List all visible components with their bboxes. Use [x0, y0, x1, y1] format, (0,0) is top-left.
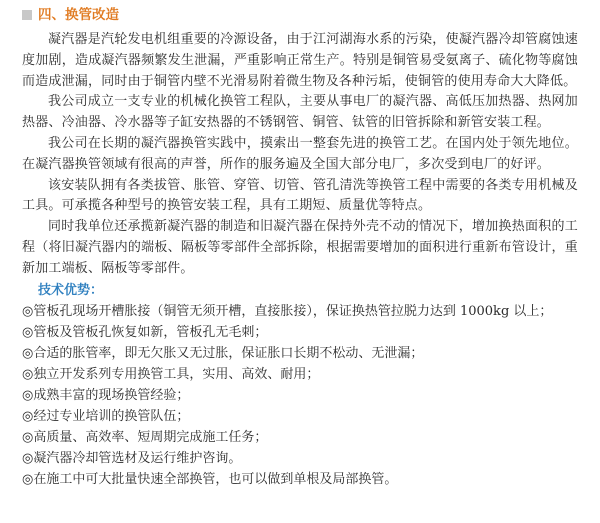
- advantage-item: ◎凝汽器冷却管选材及运行维护咨询。: [22, 450, 242, 466]
- paragraph-experience: 我公司在长期的凝汽器换管实践中，摸索出一整套先进的换管工艺。在国内处于领先地位。在凝汽器换管领域有很高的声誉，所作的服务遍及全国大部分电厂，多次受到电厂的好评。: [22, 135, 578, 172]
- advantage-item: ◎合适的胀管率，即无欠胀又无过胀，保证胀口长期不松动、无泄漏；: [22, 345, 424, 361]
- advantages-title: 技术优势：: [38, 282, 104, 298]
- advantage-item: ◎高质量、高效率、短周期完成施工任务；: [22, 429, 268, 445]
- paragraph-intro: 凝汽器是汽轮发电机组重要的冷源设备，由于江河湖海水系的污染，使凝汽器冷却管腐蚀速度加剧，造成凝汽器频繁发生泄漏，严重影响正常生产。特别是铜管易受氨离子、硫化物等腐蚀而造成泄漏，同时由于铜管内壁不光滑易附着微生物及各种污垢，使铜管的使用寿命大大降低。: [22, 32, 578, 89]
- advantage-item: ◎在施工中可大批量快速全部换管，也可以做到单根及局部换管。: [22, 471, 398, 487]
- section-title: 四、换管改造: [38, 7, 119, 23]
- paragraph-team: 我公司成立一支专业的机械化换管工程队，主要从事电厂的凝汽器、高低压加热器、热网加热器、冷油器、冷水器等子缸安热器的不锈钢管、铜管、钛管的旧管拆除和新管安装工程。: [22, 94, 578, 131]
- advantage-item: ◎管板孔现场开槽胀接（铜管无须开槽，直接胀接），保证换热管拉脱力达到 1000kg 以上；: [22, 303, 553, 319]
- advantage-item: ◎独立开发系列专用换管工具，实用、高效、耐用；: [22, 366, 320, 382]
- advantage-item: ◎成熟丰富的现场换管经验；: [22, 387, 190, 403]
- advantage-item: ◎经过专业培训的换管队伍；: [22, 408, 190, 424]
- advantage-item: ◎管板及管板孔恢复如新，管板孔无毛刺；: [22, 324, 268, 340]
- body-text: [22, 30, 578, 280]
- section-heading: [22, 6, 578, 28]
- advantages-list: [22, 301, 578, 490]
- paragraph-equipment: 该安装队拥有各类拔管、胀管、穿管、切管、管孔清洗等换管工程中需要的各类专用机械及工具。可承揽各种型号的换管安装工程，具有工期短、质量优等特点。: [22, 177, 578, 214]
- heading-square-icon: [22, 10, 32, 20]
- paragraph-manufacturing: 同时我单位还承揽新凝汽器的制造和旧凝汽器在保持外壳不动的情况下，增加换热面积的工程（将旧凝汽器内的端板、隔板等零部件全部拆除，根据需要增加的面积进行重新布管设计，重新加工端板、隔板等零部件。: [22, 219, 578, 276]
